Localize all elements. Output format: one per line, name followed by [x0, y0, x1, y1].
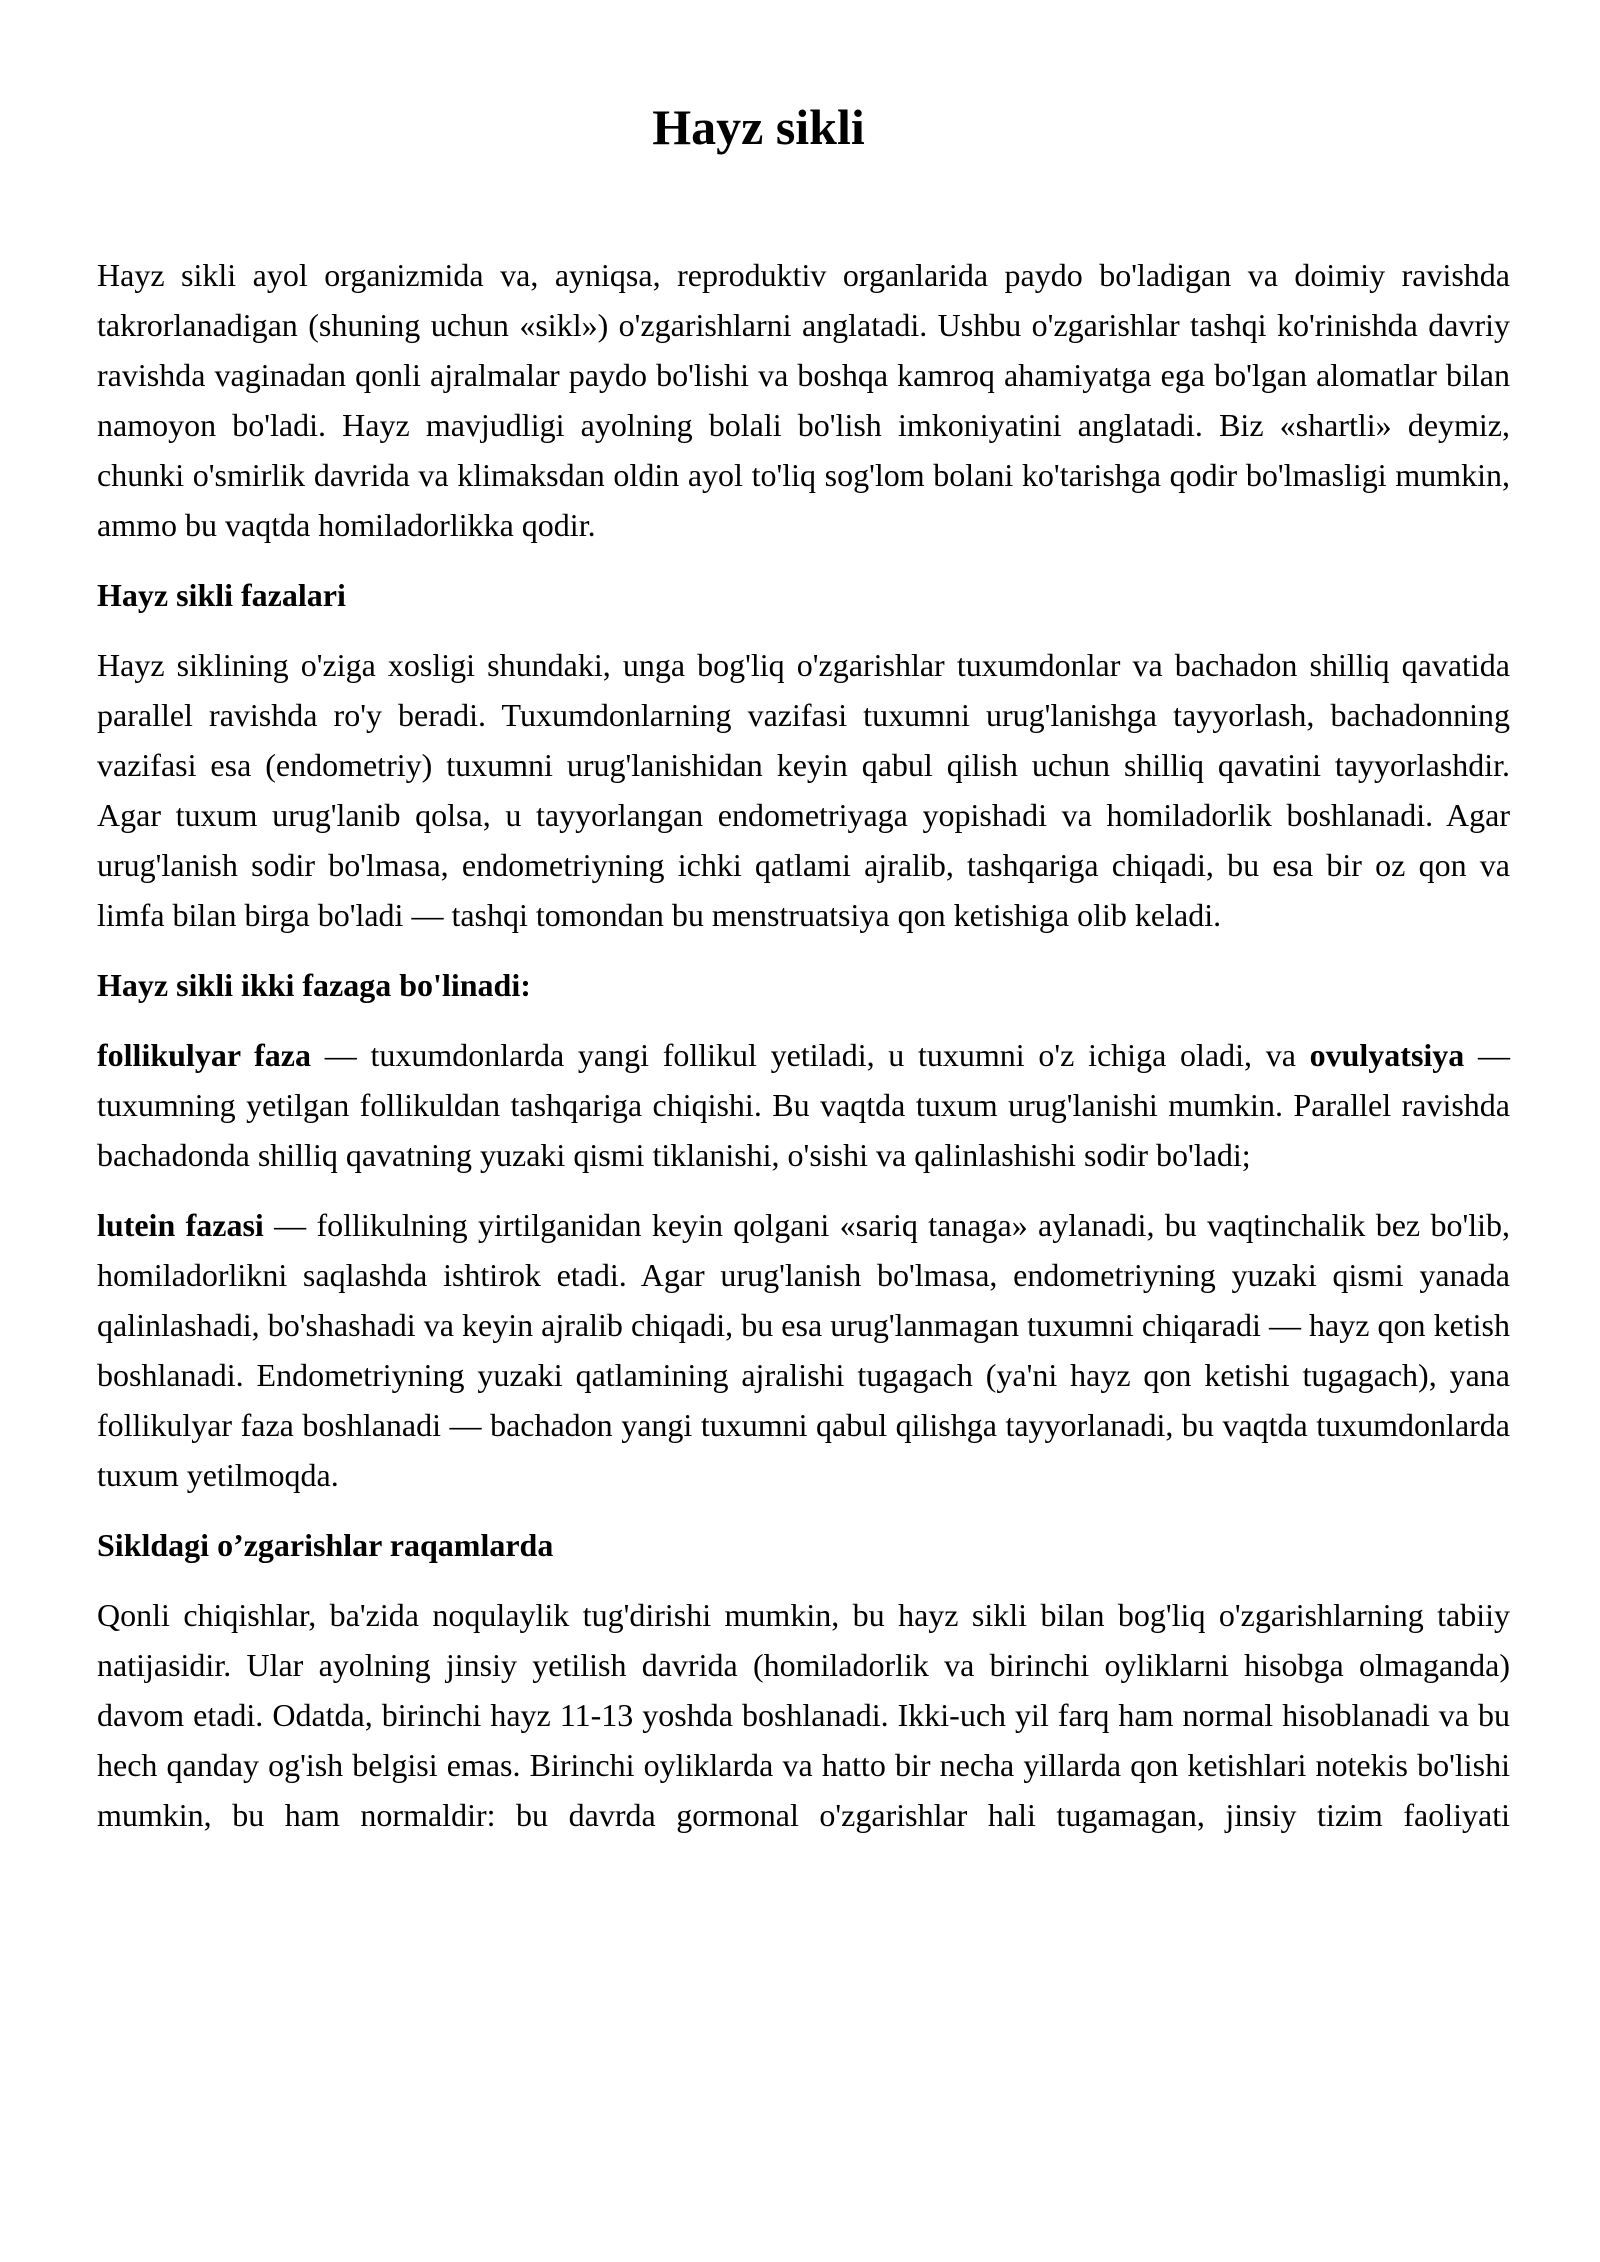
follicular-phase-paragraph	[97, 1030, 1510, 1180]
section-heading-two-phases: Hayz sikli ikki fazaga bo'linadi:	[97, 967, 531, 1003]
section-heading-phases: Hayz sikli fazalari	[97, 577, 346, 613]
page-title: Hayz sikli	[652, 99, 865, 155]
phases-paragraph: Hayz siklining o'ziga xosligi shundaki, unga bog'liq o'zgarishlar tuxumdonlar va bachadon shilliq qavatida parallel ravishda ro'y beradi. Tuxumdonlarning vazifasi tuxumni urug'lanishga tayyorlash, bachadonning vazifasi esa (endometriy) tuxumni urug'lanishidan keyin qabul qilish uchun shilliq qavatini tayyorlashdir. Agar tuxum urug'lanib qolsa, u tayyorlangan endometriyaga yopishadi va homiladorlik boshlanadi. Agar urug'lanish sodir bo'lmasa, endometriyning ichki qatlami ajralib, tashqariga chiqadi, bu esa bir oz qon va limfa bilan birga bo'ladi — tashqi tomondan bu menstruatsiya qon ketishiga olib keladi.	[97, 647, 1510, 933]
luteal-phase-term: lutein fazasi	[97, 1207, 264, 1243]
section-heading-numbers: Sikldagi o’zgarishlar raqamlarda	[97, 1527, 554, 1563]
luteal-phase-text: — follikulning yirtilganidan keyin qolgani «sariq tanaga» aylanadi, bu vaqtinchalik bez bo'lib, homiladorlikni saqlashda ishtirok etadi. Agar urug'lanish bo'lmasa, endometriyning yuzaki qismi yanada qalinlashadi, bo'shashadi va keyin ajralib chiqadi, bu esa urug'lanmagan tuxumni chiqaradi — hayz qon ketish boshlanadi. Endometriyning yuzaki qatlamining ajralishi tugagach (ya'ni hayz qon ketishi tugagach), yana follikulyar faza boshlanadi — bachadon yangi tuxumni qabul qilishga tayyorlanadi, bu vaqtda tuxumdonlarda tuxum yetilmoqda.	[97, 1207, 1511, 1493]
numbers-paragraph: Qonli chiqishlar, ba'zida noqulaylik tug'dirishi mumkin, bu hayz sikli bilan bog'liq o'zgarishlarning tabiiy natijasidir. Ular ayolning jinsiy yetilish davrida (homiladorlik va birinchi oyliklarni hisobga olmaganda) davom etadi. Odatda, birinchi hayz 11-13 yoshda boshlanadi. Ikki-uch yil farq ham normal hisoblanadi va bu hech qanday og'ish belgisi emas. Birinchi oyliklarda va hatto bir necha yillarda qon ketishlari notekis bo'lishi mumkin, bu ham normaldir: bu davrda gormonal o'zgarishlar hali tugamagan, jinsiy tizim faoliyati	[97, 1597, 1510, 1833]
ovulation-term: ovulyatsiya	[1309, 1037, 1465, 1073]
ovulation-text: — tuxumning yetilgan follikuldan tashqariga chiqishi. Bu vaqtda tuxum urug'lanishi mumkin. Parallel ravishda bachadonda shilliq qavatning yuzaki qismi tiklanishi, o'sishi va qalinlashishi sodir bo'ladi;	[97, 1037, 1511, 1173]
follicular-phase-term: follikulyar faza	[97, 1037, 312, 1073]
follicular-phase-text: — tuxumdonlarda yangi follikul yetiladi, u tuxumni o'z ichiga oladi, va	[311, 1037, 1310, 1073]
intro-paragraph: Hayz sikli ayol organizmida va, ayniqsa, reproduktiv organlarida paydo bo'ladigan va doimiy ravishda takrorlanadigan (shuning uchun «sikl») o'zgarishlarni anglatadi. Ushbu o'zgarishlar tashqi ko'rinishda davriy ravishda vaginadan qonli ajralmalar paydo bo'lishi va boshqa kamroq ahamiyatga ega bo'lgan alomatlar bilan namoyon bo'ladi. Hayz mavjudligi ayolning bolali bo'lish imkoniyatini anglatadi. Biz «shartli» deymiz, chunki o'smirlik davrida va klimaksdan oldin ayol to'liq sog'lom bolani ko'tarishga qodir bo'lmasligi mumkin, ammo bu vaqtda homiladorlikka qodir.	[97, 257, 1510, 543]
luteal-phase-paragraph	[97, 1200, 1510, 1500]
